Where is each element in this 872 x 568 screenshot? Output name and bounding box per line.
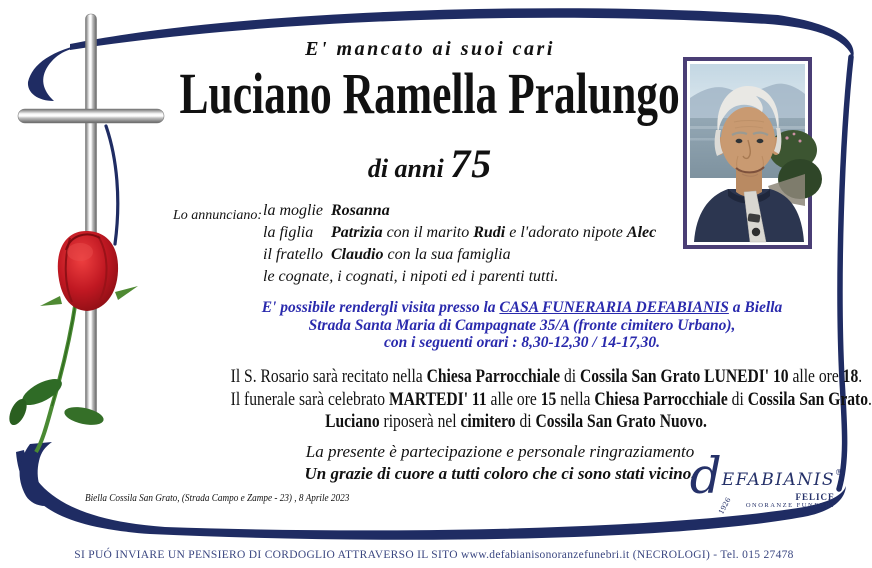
visitation-line	[180, 334, 864, 352]
text-run: Rudi	[473, 224, 506, 241]
text-run: riposerà nel	[379, 411, 461, 432]
family-list	[263, 200, 723, 288]
family-row	[263, 200, 723, 222]
logo-tagline: ONORANZE FUNEBRI	[745, 502, 835, 509]
text-run: con la sua famiglia	[383, 246, 511, 263]
text-run: Chiesa Parrocchiale	[426, 366, 561, 387]
text-run: E' possibile rendergli visita presso la	[261, 299, 500, 316]
text-run: cimitero	[460, 411, 516, 432]
text-run: Il S. Rosario sarà recitato nella	[230, 366, 427, 387]
logo-initial: d	[689, 447, 722, 505]
family-members	[331, 244, 511, 266]
family-row	[263, 222, 723, 244]
registered-mark-icon: ®	[835, 468, 843, 477]
family-closing: le cognate, i cognati, i nipoti ed i parenti tutti.	[263, 268, 559, 285]
logo-year: 1926	[717, 496, 733, 516]
text-run: .	[868, 388, 872, 410]
text-run: Alec	[626, 224, 657, 241]
text-run: di	[560, 366, 580, 387]
relation-label: la figlia	[263, 224, 314, 241]
text-run: Cossila San Grato	[747, 388, 869, 410]
funeral-home-logo	[688, 447, 843, 516]
announcement-label: Lo annunciano:	[173, 208, 263, 223]
place-date-line: Biella Cossila San Grato, (Strada Campo e Zampe - 23) , 8 Aprile 2023	[85, 493, 350, 504]
family-row	[263, 244, 723, 266]
text-run: con il marito	[382, 224, 474, 241]
text-run: Il funerale sarà celebrato	[230, 388, 389, 410]
text-run: 15	[540, 388, 557, 410]
text-run: MARTEDI' 11	[388, 388, 487, 410]
text-run: alle ore	[788, 366, 843, 387]
rosary-line	[230, 366, 863, 389]
deceased-name: Luciano Ramella Pralungo	[179, 61, 680, 126]
text-run: .	[858, 366, 863, 387]
thanks-line: Un grazie di cuore a tutti coloro che ci sono stati vicino.	[304, 464, 696, 483]
relation-label: la moglie	[263, 202, 323, 219]
text-run: Strada Santa Maria di Campagnate 35/A (fronte cimitero Urbano),	[308, 316, 736, 334]
text-run: CASA FUNERARIA DEFABIANIS	[499, 299, 729, 316]
text-run: e l'adorato nipote	[505, 224, 627, 241]
intro-line: E' mancato ai suoi cari	[305, 38, 555, 60]
text-run: 18	[842, 366, 859, 387]
logo-name: EFABIANIS	[721, 470, 835, 490]
visitation-line	[180, 299, 864, 317]
text-run: di	[515, 411, 536, 432]
text-run: nella	[556, 388, 595, 410]
flourish-arc	[106, 126, 118, 244]
age-line	[150, 140, 710, 187]
family-members	[331, 200, 390, 222]
age-label: di anni	[367, 154, 444, 183]
visitation-line	[180, 317, 864, 335]
funeral-line	[230, 388, 872, 412]
right-swoosh	[839, 57, 851, 489]
ceremony-block	[230, 366, 872, 434]
visitation-block	[180, 299, 864, 352]
text-run: con i seguenti orari : 8,30-12,30 / 14-17,30.	[384, 334, 660, 351]
relation-label: il fratello	[263, 246, 323, 263]
logo-subtitle: FELICE	[795, 492, 835, 502]
text-run: Patrizia	[331, 224, 383, 241]
text-run: Claudio	[331, 246, 384, 263]
text-run: a Biella	[728, 299, 783, 316]
text-run: Cossila San Grato Nuovo.	[535, 411, 707, 432]
family-members	[331, 222, 656, 244]
text-run: Cossila San Grato LUNEDI' 10	[579, 366, 789, 387]
rose-icon	[6, 231, 138, 452]
text-run: Rosanna	[331, 202, 390, 219]
burial-line	[231, 411, 802, 434]
closing-line: La presente è partecipazione e personale ringraziamento	[305, 442, 695, 461]
text-run: alle ore	[486, 388, 541, 410]
text-run: di	[727, 388, 748, 410]
text-run: Luciano	[325, 411, 380, 432]
text-run: Chiesa Parrocchiale	[594, 388, 728, 410]
age-value: 75	[450, 141, 493, 186]
condolence-footer: SI PUÓ INVIARE UN PENSIERO DI CORDOGLIO ATTRAVERSO IL SITO www.defabianisonoranzefunebri.it (NECROLOGI) - Tel. 015 27478	[74, 549, 794, 561]
